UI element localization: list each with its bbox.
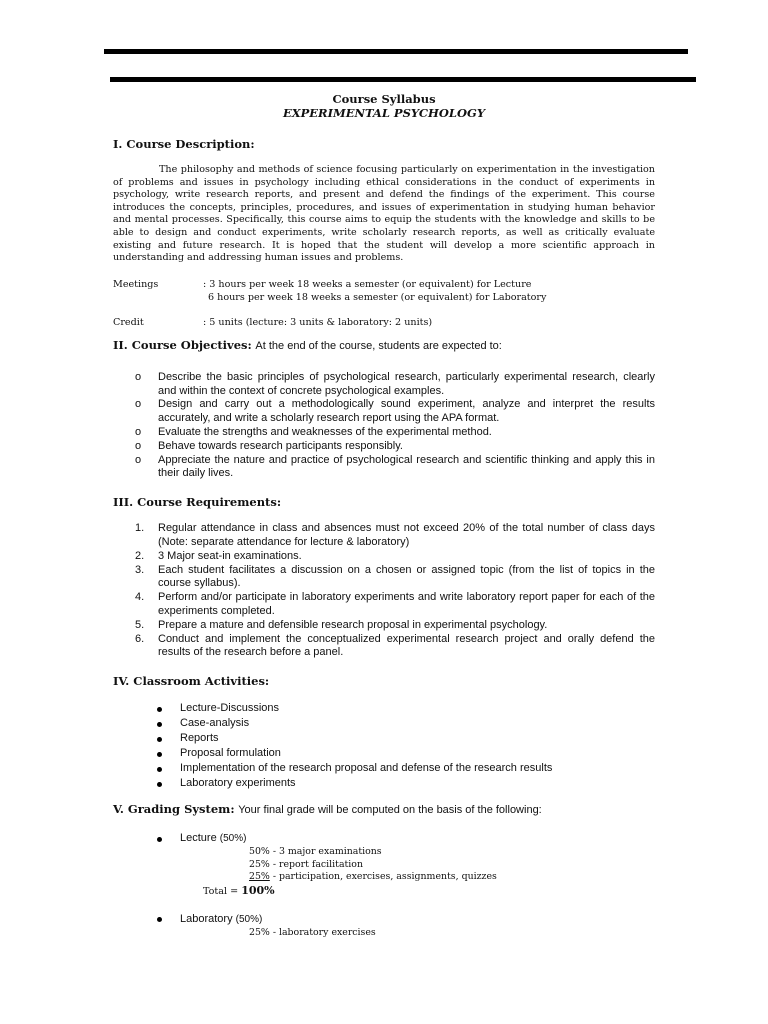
activity-text: Reports: [180, 732, 219, 745]
section-3-heading: III. Course Requirements:: [113, 495, 282, 510]
requirement-text: Regular attendance in class and absences must not exceed 20% of the total number of class days (Note: separate attendance for lecture & laboratory): [158, 522, 655, 548]
grade-breakdown-row: [113, 846, 655, 859]
objective-text: Describe the basic principles of psychological research, particularly experimental research, clearly and within the context of concrete psychological examples.: [158, 370, 655, 397]
meetings-line-1: : 3 hours per week 18 weeks a semester (or equivalent) for Lecture: [203, 278, 532, 290]
section-1-heading: I. Course Description:: [113, 137, 255, 151]
section-4-heading: IV. Classroom Activities:: [113, 674, 270, 689]
document-title-block: [113, 92, 655, 120]
requirements-list: [113, 522, 655, 660]
requirement-number: 6.: [135, 632, 145, 645]
objective-text: Behave towards research participants responsibly.: [158, 439, 403, 452]
objective-item: [113, 398, 655, 426]
document-title: Course Syllabus: [332, 92, 436, 106]
requirement-number: 3.: [135, 563, 145, 576]
requirement-number: 5.: [135, 618, 145, 631]
credit-label: Credit: [113, 316, 144, 328]
objective-text: Design and carry out a methodologically sound experiment, analyze and interpret the results accurately, and write a scholarly research report using the APA format.: [158, 398, 655, 425]
grade-percent: 25%: [249, 871, 270, 883]
requirement-item: [113, 591, 655, 619]
objective-marker: o: [135, 425, 142, 438]
credit-value: : 5 units (lecture: 3 units & laboratory: 2 units): [203, 316, 433, 328]
bullet-icon: [157, 752, 162, 757]
activity-text: Proposal formulation: [180, 747, 281, 760]
objective-item: [113, 440, 655, 454]
bullet-icon: [157, 737, 162, 742]
objective-item: [113, 426, 655, 440]
grading-laboratory: [113, 912, 655, 940]
meetings-label: Meetings: [113, 278, 159, 290]
laboratory-breakdown: [113, 927, 655, 940]
objective-text: Evaluate the strengths and weaknesses of the experimental method.: [158, 425, 492, 438]
activity-text: Case-analysis: [180, 717, 250, 730]
lecture-total: [113, 884, 655, 898]
second-rule: [110, 77, 696, 82]
activity-text: Lecture-Discussions: [180, 702, 280, 715]
requirement-text: 3 Major seat-in examinations.: [158, 549, 302, 562]
section-2-intro: At the end of the course, students are expected to:: [255, 339, 502, 352]
lecture-percent: (50%): [219, 833, 247, 845]
bullet-icon: [157, 837, 162, 842]
meetings-value: [203, 278, 655, 304]
lecture-label: Lecture: [180, 832, 217, 845]
grade-percent: 25%: [249, 926, 270, 938]
bullet-icon: [157, 767, 162, 772]
requirement-item: [113, 522, 655, 550]
objective-item: [113, 454, 655, 482]
requirement-number: 2.: [135, 549, 145, 562]
lecture-item: [113, 831, 655, 846]
activity-item: [113, 746, 655, 761]
section-2-heading: II. Course Objectives:: [113, 337, 252, 352]
credit-row: [113, 316, 655, 329]
grade-breakdown-row: [113, 871, 655, 884]
objective-item: [113, 371, 655, 399]
grade-percent: 25%: [249, 858, 270, 870]
activity-text: Laboratory experiments: [180, 777, 296, 790]
grade-percent: 50%: [249, 846, 270, 858]
bullet-icon: [157, 722, 162, 727]
meetings-row: [113, 278, 655, 304]
lecture-breakdown: [113, 846, 655, 884]
requirement-text: Prepare a mature and defensible research proposal in experimental psychology.: [158, 618, 548, 631]
activities-list: [113, 701, 655, 791]
laboratory-label: Laboratory: [180, 912, 233, 925]
objective-marker: o: [135, 398, 142, 411]
grade-breakdown-row: [113, 859, 655, 872]
section-5-heading: V. Grading System:: [113, 802, 235, 817]
requirement-item: [113, 550, 655, 564]
total-value: 100%: [241, 883, 275, 897]
meetings-line-2: 6 hours per week 18 weeks a semester (or equivalent) for Laboratory: [208, 291, 547, 303]
grade-description: - participation, exercises, assignments, quizzes: [269, 871, 497, 883]
top-rule: [104, 49, 688, 54]
document-page: [113, 92, 655, 939]
grading-lecture: [113, 831, 655, 898]
section-5-heading-line: [113, 802, 655, 817]
objective-marker: o: [135, 370, 142, 383]
laboratory-item: [113, 912, 655, 927]
total-label: Total =: [203, 885, 242, 897]
activity-item: [113, 716, 655, 731]
requirement-number: 4.: [135, 591, 145, 604]
grade-description: - laboratory exercises: [269, 926, 376, 938]
activity-item: [113, 776, 655, 791]
requirement-text: Each student facilitates a discussion on a chosen or assigned topic (from the list of topics in the course syllabus).: [158, 563, 655, 590]
grade-description: - report facilitation: [269, 858, 363, 870]
activity-text: Implementation of the research proposal and defense of the research results: [180, 762, 553, 775]
objective-marker: o: [135, 439, 142, 452]
objective-marker: o: [135, 453, 142, 466]
section-5-intro: Your final grade will be computed on the basis of the following:: [238, 804, 542, 817]
course-description-paragraph: The philosophy and methods of science focusing particularly on experimentation in the investigation of problems and issues in psychology including ethical considerations in the conduct of experiments in psychology, write research reports, and present and defend the findings of the experiment. This course introduces the concepts, principles, procedures, and issues of experimentation in studying human behavior and mental processes. Specifically, this course aims to equip the students with the knowledge and skills to be able to design and conduct experiments, write scholarly research reports, as well as critically evaluate existing and future research. It is hoped that the student will develop a more scientific approach in understanding and addressing human issues and problems.: [113, 164, 655, 264]
requirement-item: [113, 633, 655, 661]
objective-text: Appreciate the nature and practice of psychological research and scientific thinking and apply this in their daily lives.: [158, 453, 655, 480]
requirement-item: [113, 564, 655, 592]
activity-item: [113, 701, 655, 716]
section-2-heading-line: [113, 338, 655, 353]
grade-description: - 3 major examinations: [269, 846, 382, 858]
bullet-icon: [157, 782, 162, 787]
document-subtitle: EXPERIMENTAL PSYCHOLOGY: [282, 106, 486, 120]
requirement-number: 1.: [135, 522, 145, 535]
bullet-icon: [157, 707, 162, 712]
laboratory-percent: (50%): [235, 913, 263, 925]
objectives-list: [113, 371, 655, 481]
activity-item: [113, 761, 655, 776]
activity-item: [113, 731, 655, 746]
grade-breakdown-row: [113, 927, 655, 940]
requirement-text: Conduct and implement the conceptualized experimental research project and orally defend the results of the research before a panel.: [158, 632, 655, 659]
bullet-icon: [157, 917, 162, 922]
requirement-item: [113, 619, 655, 633]
requirement-text: Perform and/or participate in laboratory experiments and write laboratory report paper for each of the experiments completed.: [158, 591, 655, 617]
